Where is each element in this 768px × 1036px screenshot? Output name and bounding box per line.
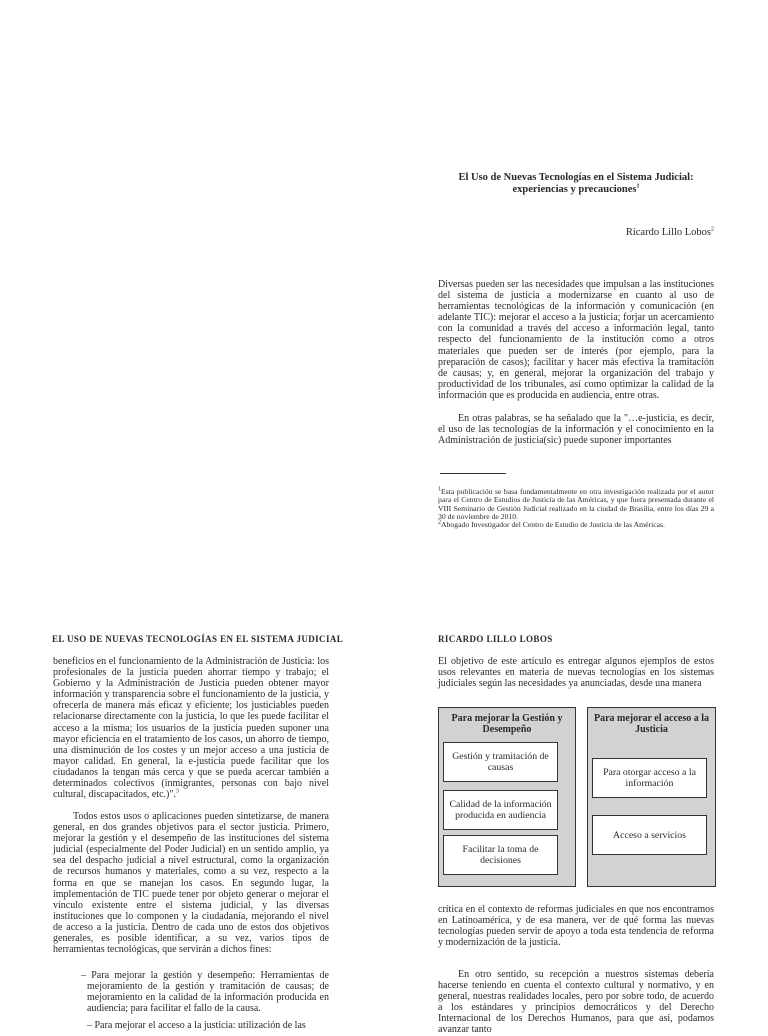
footnote-2-mark: 2 [438,519,441,526]
objectives-paragraph: Todos estos usos o aplicaciones pueden sintetizarse, de manera general, en dos grandes objetivos para el sector justicia. Primero, mejorar la gestión y el desempeño de las instituciones del sistema judicial (especialmente del Poder Judicial) en un sentido amplio, ya sea del despacho judicial a nivel estructural, como la organización de recursos humanos y materiales, como a su vez, respecto a la forma en que se manejan los casos. En segundo lugar, la implementación de TIC puede tener por objeto generar o mejorar el vínculo existente entre el sistema judicial, y las diversas instituciones que lo componen y la ciudadanía, mejorando el nivel de acceso a la justicia. Dentro de cada uno de estos dos objetivos generales, es posible identificar, a su vez, varios tipos de herramientas tecnológicas, que servirán a dichos fines: [53,811,329,956]
list-item-gestion: – Para mejorar la gestión y desempeño: Herramientas de mejoramiento de la gestión y tramitación de causas; de mejoramiento en la calidad de la información producida en audiencia; para facilitar el fallo de la causa. [81,970,329,1015]
article-title-line1: El Uso de Nuevas Tecnologías en el Sistema Judicial: [458,172,694,183]
intro-paragraph: Diversas pueden ser las necesidades que impulsan a las instituciones del sistema de justicia a modernizarse en cuanto al uso de herramientas tecnológicas de la información y comunicación (en adelante TIC): mejorar el acceso a la justicia; forjar un acercamiento con la comunidad a través del acceso a información legal, tanto respecto del funcionamiento de la institución como a otros materiales que pueden ser de interés (por ejemplo, para la preparación de casos); facilitar y hacer más efectiva la tramitación de causas; y, en general, mejorar la organización del trabajo y productividad de los tribunales, así como optimizar la calidad de la información que es producida en audiencia, entre otras. [438,279,714,401]
diagram-box-toma-decisiones: Facilitar la toma de decisiones [443,835,558,875]
diagram-header-gestion: Para mejorar la Gestión y Desempeño [451,713,563,735]
benefits-paragraph-text: beneficios en el funcionamiento de la Administración de Justicia: los profesionales de la justicia pueden ahorrar tiempo y trabajo; el Gobierno y la Administración de Justicia pueden obtener mayor información y transparencia sobre el funcionamiento de la justicia, y ofrecerla de manera más eficaz y eficiente; los justiciables pueden relacionarse directamente con la justicia, lo que les puede facilitar el acceso a la misma; los usuarios de la justicia pueden suponer una mayor eficiencia en el tratamiento de los casos, un ahorro de tiempo, una disminución de los costes y un mejor acceso a una justicia de mayor calidad. En general, la e-justicia puede facilitar que los ciudadanos la tengan más cerca y que se pueda acercar también a determinados colectivos (inmigrantes, personas con bajo nivel cultural, discapacitados, etc.)". [53,656,329,801]
author-footnote-ref[interactable]: 2 [711,226,714,233]
critical-context-paragraph: crítica en el contexto de reformas judiciales en que nos encontramos en Latinoamérica, y de esa manera, ver de qué forma las nuevas tecnologías pueden servir de apoyo a toda esta tendencia de reforma y modernización de la justicia. [438,904,714,949]
footnote-1 [438,488,714,521]
article-title-line2-text: experiencias y precauciones [512,184,637,195]
running-head-author: RICARDO LILLO LOBOS [438,634,553,644]
footnote-1-mark: 1 [438,486,441,493]
article-title [438,172,714,196]
footnote-divider [440,473,506,474]
diagram-box-tramitacion: Gestión y tramitación de causas [443,742,558,782]
article-objective-paragraph: El objetivo de este artículo es entregar algunos ejemplos de estos usos relevantes en materia de nuevas tecnologías en los sistemas judiciales según las necesidades ya anunciadas, desde una manera [438,656,714,690]
diagram-box-acceso-servicios: Acceso a servicios [592,815,707,855]
footnote-1-text: Esta publicación se basa fundamentalmente en otra investigación realizada por el autor para el Centro de Estudios de Justicia de las Américas, y que fuera presentada durante el VIII Seminario de Gestión Judicial realizado en la ciudad de Brasilia, entre los días 29 a 30 de noviembre de 2010. [438,487,714,521]
footnotes [438,488,714,529]
footnote-3-ref[interactable]: 3 [175,788,179,795]
footnote-2-text: Abogado Investigador del Centro de Estudio de Justicia de las Américas. [441,520,665,530]
author-byline [440,227,714,238]
diagram-box-acceso-informacion: Para otorgar acceso a la información [592,758,707,798]
running-head-title: EL USO DE NUEVAS TECNOLOGÍAS EN EL SISTEMA JUDICIAL [52,634,344,644]
footnote-2 [438,521,714,529]
title-footnote-ref[interactable]: 1 [636,183,640,190]
benefits-paragraph [53,656,329,800]
ejusticia-paragraph: En otras palabras, se ha señalado que la "…e-justicia, es decir, el uso de las tecnologías de la información y el conocimiento en la Administración de justicia(sic) puede suponer importantes [438,413,714,447]
reception-paragraph: En otro sentido, su recepción a nuestros sistemas debería hacerse teniendo en cuenta el contexto cultural y normativo, y en general, nuestras realidades locales, pero por sobre todo, de acuerdo a los estándares y principios democráticos y del Derecho Internacional de los Derechos Humanos, para que así, podamos avanzar tanto [438,969,714,1036]
diagram-box-calidad-informacion: Calidad de la información producida en audiencia [443,790,558,830]
article-title-line2 [438,184,714,196]
author-name: Ricardo Lillo Lobos [625,227,711,238]
list-item-acceso: – Para mejorar el acceso a la justicia: utilización de las [87,1020,306,1031]
diagram-header-acceso: Para mejorar el acceso a la Justicia [593,713,710,735]
